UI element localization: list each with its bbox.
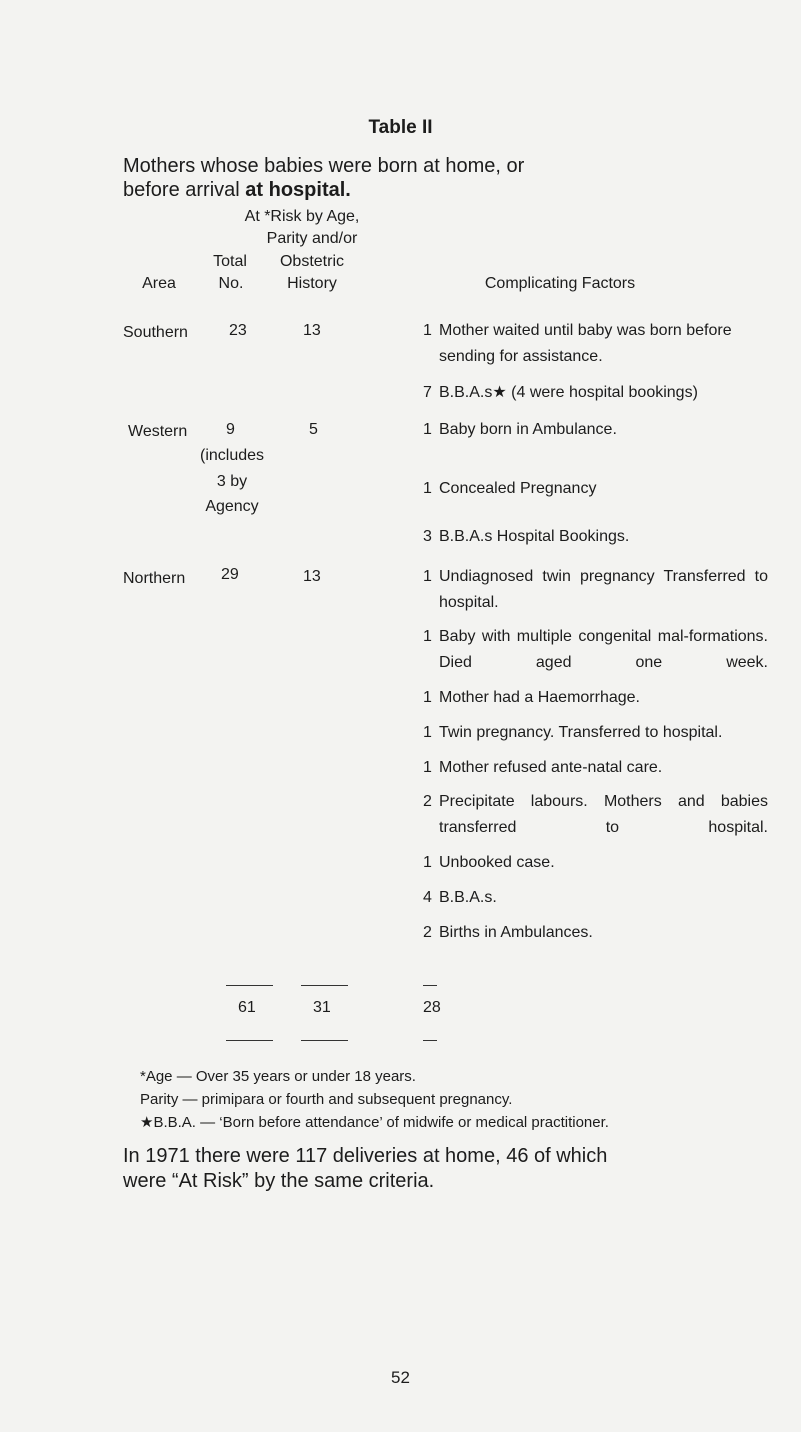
closing-line-1: In 1971 there were 117 deliveries at home, 46 of which	[123, 1145, 608, 1167]
total-rule-bottom	[301, 1040, 348, 1041]
row-total-southern: 23	[229, 322, 247, 339]
factor-item: 4 B.B.A.s.	[423, 889, 497, 906]
header-risk-line-1: At *Risk by Age,	[244, 208, 360, 225]
header-area: Area	[142, 275, 176, 292]
footnote-age: *Age — Over 35 years or under 18 years.	[140, 1068, 416, 1085]
row-risk-western: 5	[309, 421, 318, 438]
row-area-northern: Northern	[123, 570, 186, 587]
grand-total-factors: 28	[423, 999, 441, 1016]
factor-item: 1 Concealed Pregnancy	[423, 480, 597, 497]
row-total-note-western: 3 by	[216, 473, 248, 490]
factor-item: 1 Baby born in Ambulance.	[423, 421, 617, 438]
factor-item: 1 Mother refused ante-natal care.	[423, 759, 663, 776]
row-risk-northern: 13	[303, 568, 321, 585]
row-total-note-western: (includes	[199, 447, 265, 464]
header-risk-line-3: Obstetric	[279, 253, 344, 270]
row-area-western: Western	[128, 423, 188, 440]
factor-item: 1 Undiagnosed twin pregnancy Transferred to hospital.	[423, 568, 768, 611]
factor-item: 2 Precipitate labours. Mothers and babies transferred to hospital.	[423, 793, 768, 836]
factor-item: 2 Births in Ambulances.	[423, 924, 593, 941]
header-total-line-2: No.	[218, 275, 244, 292]
row-area-southern: Southern	[123, 324, 188, 341]
header-risk-line-4: History	[287, 275, 337, 292]
row-total-northern: 29	[221, 566, 239, 583]
footnote-parity: Parity — primipara or fourth and subsequent pregnancy.	[140, 1091, 513, 1108]
row-total-western: 9	[226, 421, 235, 438]
intro-emphasis: at hospital.	[245, 179, 351, 201]
factor-item: 1 Unbooked case.	[423, 854, 555, 871]
total-rule-bottom	[423, 1040, 437, 1041]
closing-line-2: were “At Risk” by the same criteria.	[123, 1170, 435, 1192]
header-complicating-factors: Complicating Factors	[484, 275, 636, 292]
grand-total-number: 61	[238, 999, 256, 1016]
factor-item: 7 B.B.A.s★ (4 were hospital bookings)	[423, 384, 698, 401]
total-rule-top	[423, 985, 437, 986]
intro-line-1: Mothers whose babies were born at home, or	[123, 155, 525, 177]
factor-item: 1 Mother had a Haemorrhage.	[423, 689, 640, 706]
intro-line-2: before arrival at hospital.	[123, 179, 351, 201]
total-rule-bottom	[226, 1040, 273, 1041]
row-total-note-western: Agency	[205, 498, 259, 515]
total-rule-top	[301, 985, 348, 986]
page-number: 52	[391, 1368, 410, 1387]
footnote-bba: ★B.B.A. — ‘Born before attendance’ of midwife or medical practitioner.	[140, 1114, 609, 1131]
factor-item: 1 Twin pregnancy. Transferred to hospital.	[423, 724, 723, 741]
grand-total-risk: 31	[313, 999, 331, 1016]
header-total-line-1: Total	[213, 253, 247, 270]
header-risk-line-2: Parity and/or	[266, 230, 358, 247]
factor-item: 1 Mother waited until baby was born before sending for assistance.	[423, 322, 732, 365]
total-rule-top	[226, 985, 273, 986]
factor-item: 1 Baby with multiple congenital mal-formations. Died aged one week.	[423, 628, 768, 671]
row-risk-southern: 13	[303, 322, 321, 339]
factor-item: 3 B.B.A.s Hospital Bookings.	[423, 528, 630, 545]
table-title: Table II	[368, 117, 433, 138]
